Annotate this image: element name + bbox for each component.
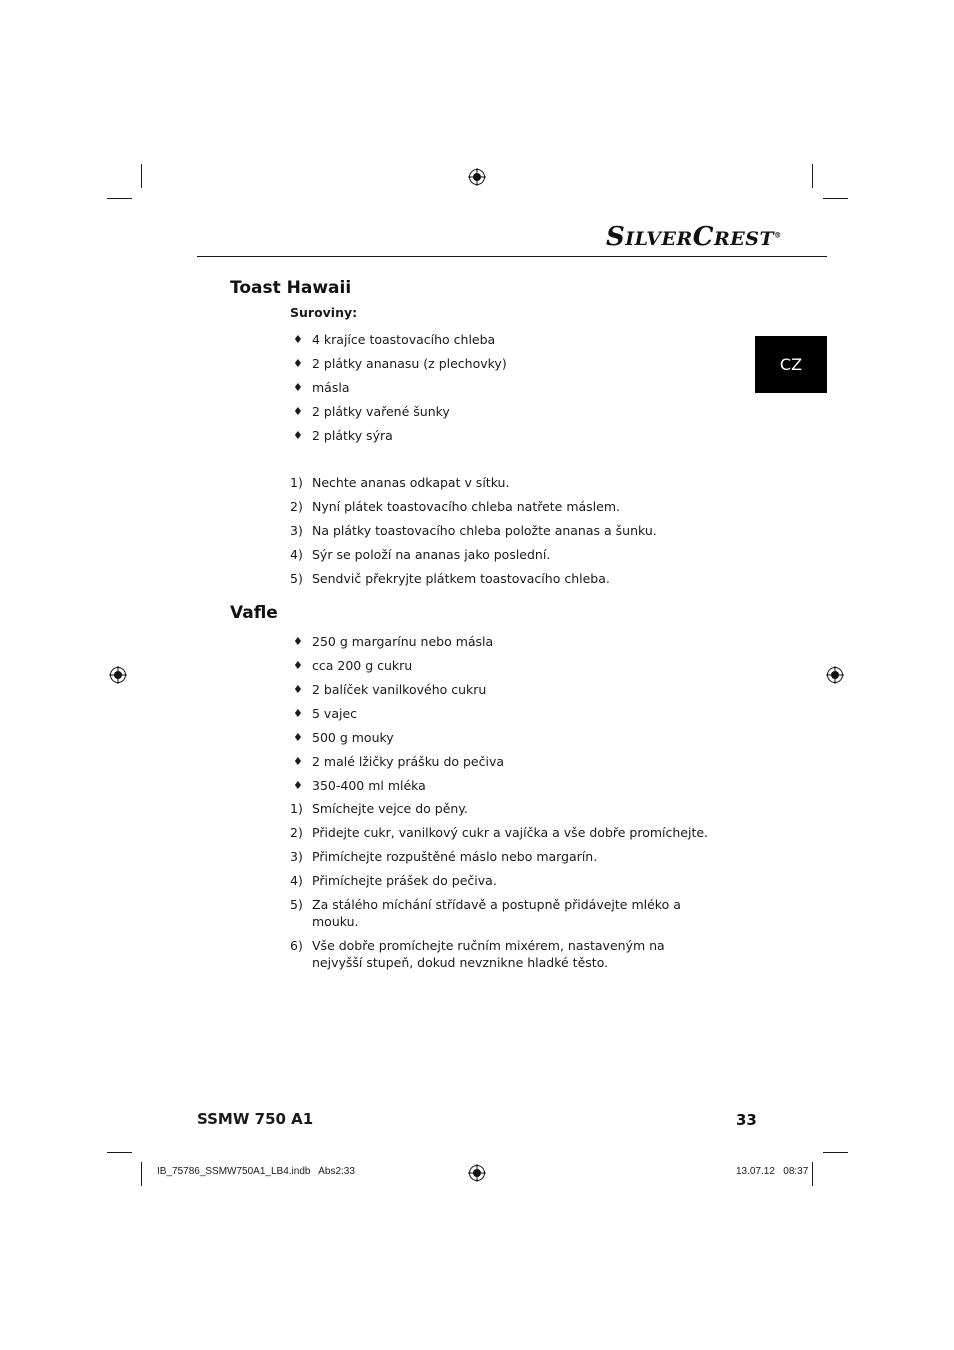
list-item: 1) Nechte ananas odkapat v sítku. (290, 475, 510, 490)
list-item: ♦ 2 balíček vanilkového cukru (290, 678, 730, 702)
list-item: 4) Sýr se položí na ananas jako poslední. (290, 547, 551, 562)
diamond-bullet-icon: ♦ (293, 405, 303, 418)
list-item: ♦ cca 200 g cukru (290, 654, 730, 678)
list-item: 5) Sendvič překryjte plátkem toastovacího chleba. (290, 571, 610, 586)
list-item: 5) Za stálého míchání střídavě a postupně přidávejte mléko a mouku. (290, 897, 681, 929)
section-title: Toast Hawaii (230, 278, 352, 298)
header-rule (197, 256, 827, 257)
list-item: ♦ 5 vajec (290, 702, 730, 726)
list-item: 3) Přimíchejte rozpuštěné máslo nebo margarín. (290, 849, 598, 864)
registration-mark-icon (109, 666, 127, 684)
list-item: ♦ másla (290, 376, 730, 400)
diamond-bullet-icon: ♦ (293, 755, 303, 768)
diamond-bullet-icon: ♦ (293, 707, 303, 720)
list-item: ♦ 2 plátky ananasu (z plechovky) (290, 352, 730, 376)
registration-mark-icon (826, 666, 844, 684)
model-number: SSMW 750 A1 (197, 1110, 314, 1128)
language-tab: CZ (755, 336, 827, 393)
crop-mark (107, 198, 132, 199)
ingredients-heading: Suroviny: (290, 305, 358, 320)
ingredient-list (290, 630, 730, 798)
diamond-bullet-icon: ♦ (293, 731, 303, 744)
print-slug-date: 13.07.12 08:37 (736, 1166, 809, 1177)
list-item: ♦ 2 malé lžičky prášku do pečiva (290, 750, 730, 774)
diamond-bullet-icon: ♦ (293, 635, 303, 648)
ingredient-list (290, 328, 730, 448)
list-item: ♦ 2 plátky vařené šunky (290, 400, 730, 424)
crop-mark (141, 1162, 142, 1186)
step-list (290, 800, 710, 978)
diamond-bullet-icon: ♦ (293, 429, 303, 442)
registration-mark-icon (468, 1164, 486, 1182)
list-item: ♦ 500 g mouky (290, 726, 730, 750)
registration-mark-icon (468, 168, 486, 186)
section-title: Vafle (230, 603, 278, 623)
list-item: ♦ 2 plátky sýra (290, 424, 730, 448)
diamond-bullet-icon: ♦ (293, 333, 303, 346)
crop-mark (141, 164, 142, 188)
brand-logo: SILVERCREST® (606, 222, 782, 252)
list-item: 2) Přidejte cukr, vanilkový cukr a vajíčka a vše dobře promíchejte. (290, 825, 709, 840)
crop-mark (823, 1152, 848, 1153)
diamond-bullet-icon: ♦ (293, 357, 303, 370)
list-item: ♦ 350-400 ml mléka (290, 774, 730, 798)
diamond-bullet-icon: ♦ (293, 659, 303, 672)
list-item: 6) Vše dobře promíchejte ručním mixérem, nastaveným na nejvyšší stupeň, dokud nevznikne hladké těsto. (290, 938, 665, 970)
diamond-bullet-icon: ♦ (293, 779, 303, 792)
list-item: ♦ 250 g margarínu nebo másla (290, 630, 730, 654)
list-item: 1) Smíchejte vejce do pěny. (290, 801, 468, 816)
list-item: 4) Přimíchejte prášek do pečiva. (290, 873, 497, 888)
crop-mark (812, 1162, 813, 1186)
crop-mark (823, 198, 848, 199)
list-item: 3) Na plátky toastovacího chleba položte ananas a šunku. (290, 523, 657, 538)
list-item: ♦ 4 krajíce toastovacího chleba (290, 328, 730, 352)
crop-mark (812, 164, 813, 188)
crop-mark (107, 1152, 132, 1153)
page-number: 33 (736, 1111, 757, 1129)
diamond-bullet-icon: ♦ (293, 683, 303, 696)
list-item: 2) Nyní plátek toastovacího chleba natřete máslem. (290, 499, 620, 514)
print-slug-file: IB_75786_SSMW750A1_LB4.indb Abs2:33 (157, 1166, 355, 1177)
step-list (290, 474, 730, 594)
diamond-bullet-icon: ♦ (293, 381, 303, 394)
